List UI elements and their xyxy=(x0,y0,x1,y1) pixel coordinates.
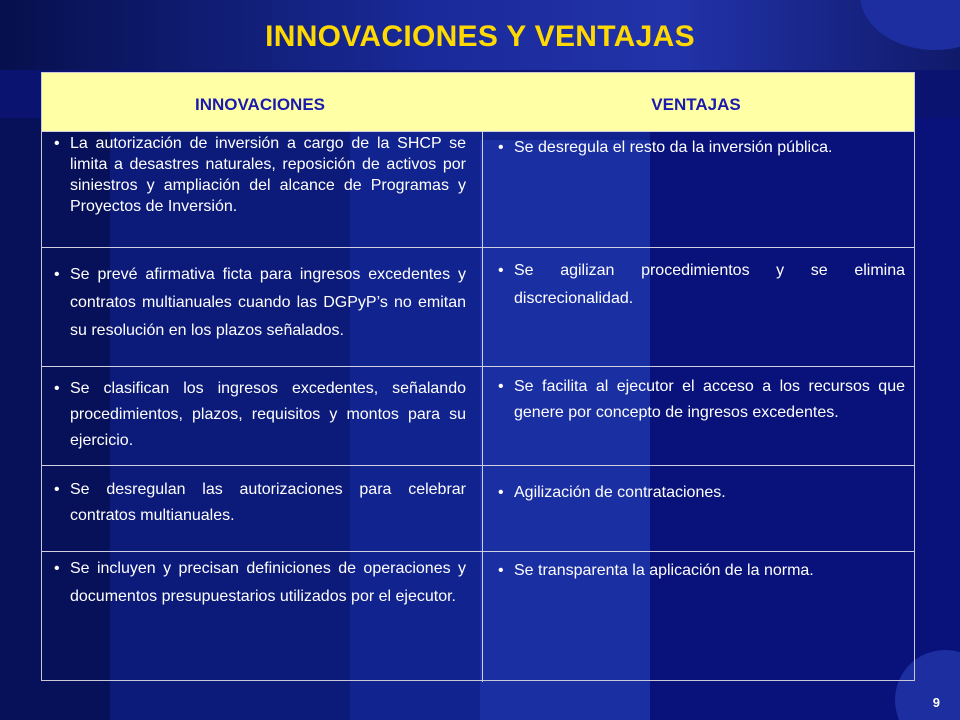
table-row-4-innovacion xyxy=(48,477,466,529)
innovacion-text: • Se clasifican los ingresos excedentes, señalando procedimientos, plazos, requisitos y montos para su ejercicio. xyxy=(48,376,466,454)
table-row-1-innovacion xyxy=(48,133,466,217)
row-divider xyxy=(42,366,914,367)
table-row-2-innovacion xyxy=(48,261,466,345)
comparison-table xyxy=(41,72,915,681)
header-innovaciones: INNOVACIONES xyxy=(194,95,326,114)
table-row-5-ventaja xyxy=(492,557,905,585)
row-divider xyxy=(42,247,914,248)
row-divider xyxy=(42,551,914,552)
header-ventajas: VENTAJAS xyxy=(651,95,741,114)
innovacion-text: • Se incluyen y precisan definiciones de operaciones y documentos presupuestarios utilizados por el ejecutor. xyxy=(48,555,466,611)
table-row-4-ventaja xyxy=(492,480,905,506)
innovacion-text: • La autorización de inversión a cargo de la SHCP se limita a desastres naturales, reposición de activos por siniestros y ampliación del alcance de Programas y Proyectos de Inversión. xyxy=(48,133,466,217)
ventaja-text: • Se facilita al ejecutor el acceso a los recursos que genere por concepto de ingresos excedentes. xyxy=(492,374,905,426)
table-header xyxy=(42,73,914,131)
ventaja-text: • Se agilizan procedimientos y se elimina discrecionalidad. xyxy=(492,257,905,313)
innovacion-text: • Se prevé afirmativa ficta para ingresos excedentes y contratos multianuales cuando las DGPyP’s no emitan su resolución en los plazos señalados. xyxy=(48,261,466,345)
row-divider xyxy=(42,131,914,132)
column-divider xyxy=(482,131,483,682)
row-divider xyxy=(42,465,914,466)
table-row-2-ventaja xyxy=(492,257,905,313)
slide-title: INNOVACIONES Y VENTAJAS xyxy=(265,20,695,53)
table-row-1-ventaja xyxy=(492,135,905,161)
ventaja-text: • Se desregula el resto da la inversión pública. xyxy=(492,135,905,161)
ventaja-text: • Agilización de contrataciones. xyxy=(492,480,905,506)
ventaja-text: • Se transparenta la aplicación de la norma. xyxy=(492,557,905,585)
innovacion-text: • Se desregulan las autorizaciones para celebrar contratos multianuales. xyxy=(48,477,466,529)
table-row-5-innovacion xyxy=(48,555,466,611)
page-number: 9 xyxy=(932,695,940,710)
table-row-3-ventaja xyxy=(492,374,905,426)
table-row-3-innovacion xyxy=(48,376,466,454)
